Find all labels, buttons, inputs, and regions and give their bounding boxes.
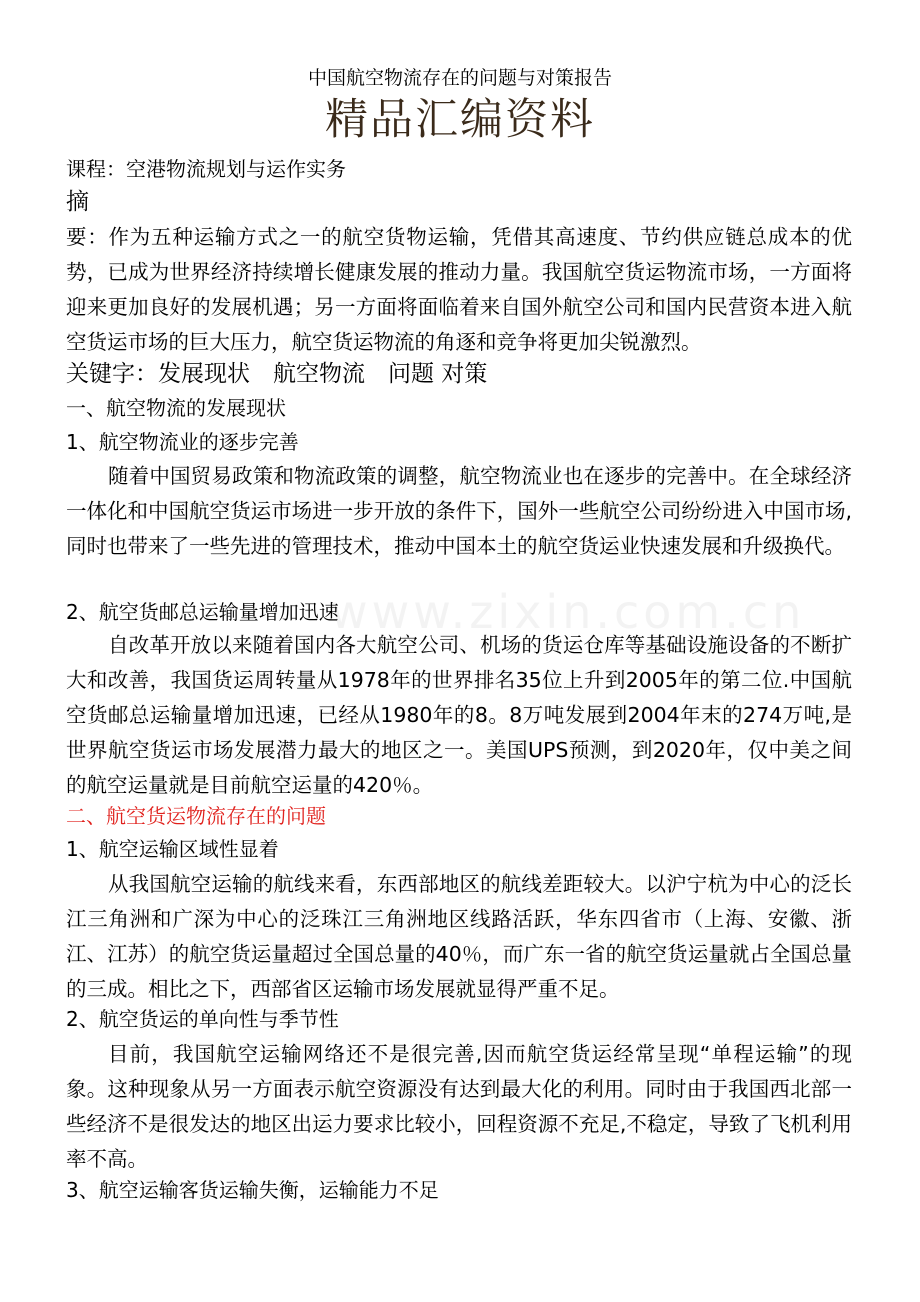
section2-sub1-heading: 1、航空运输区域性显着 <box>66 837 279 861</box>
section1-heading: 一、航空物流的发展现状 <box>66 396 286 420</box>
section1-sub2-heading: 2、航空货邮总运输量增加迅速 <box>66 600 339 624</box>
section1-sub2-paragraph: 自改革开放以来随着国内各大航空公司、机场的货运仓库等基础设施设备的不断扩大和改善，我国货运周转量从1978年的世界排名35位上升到2005年的第二位.中国航空货邮总运输量增加迅速，已经从1980年的8。8万吨发展到2004年末的274万吨,是世界航空货运市场发展潜力最大的地区之一。美国UPS预测，到2020年，仅中美之间的航空运量就是目前航空运量的420％。 <box>66 633 852 797</box>
banner-title: 精品汇编资料 <box>325 95 595 145</box>
course-line: 课程：空港物流规划与运作实务 <box>66 157 346 181</box>
section1-sub1-heading: 1、航空物流业的逐步完善 <box>66 430 299 454</box>
section2-sub3-heading: 3、航空运输客货运输失衡，运输能力不足 <box>66 1178 439 1202</box>
section2-sub1-paragraph: 从我国航空运输的航线来看，东西部地区的航线差距较大。以沪宁杭为中心的泛长江三角洲和广深为中心的泛珠江三角洲地区线路活跃，华东四省市（上海、安徽、浙江、江苏）的航空货运量超过全国总量的40％，而广东一省的航空货运量就占全国总量的三成。相比之下，西部省区运输市场发展就显得严重不足。 <box>66 872 852 1001</box>
section2-heading: 二、航空货运物流存在的问题 <box>66 804 326 828</box>
section2-sub2-paragraph: 目前，我国航空运输网络还不是很完善,因而航空货运经常呈现“单程运输”的现象。这种现象从另一方面表示航空资源没有达到最大化的利用。同时由于我国西北部一些经济不是很发达的地区出运力要求比较小，回程资源不充足,不稳定，导致了飞机利用率不高。 <box>66 1042 852 1171</box>
section1-sub1-paragraph: 随着中国贸易政策和物流政策的调整，航空物流业也在逐步的完善中。在全球经济一体化和中国航空货运市场进一步开放的条件下，国外一些航空公司纷纷进入中国市场,同时也带来了一些先进的管理技术，推动中国本土的航空货运业快速发展和升级换代。 <box>66 464 852 558</box>
abstract-label: 摘 <box>66 189 89 215</box>
section2-sub2-heading: 2、航空货运的单向性与季节性 <box>66 1007 339 1031</box>
abstract-paragraph: 要：作为五种运输方式之一的航空货物运输，凭借其高速度、节约供应链总成本的优势，已成为世界经济持续增长健康发展的推动力量。我国航空货运物流市场，一方面将迎来更加良好的发展机遇；另一方面将面临着来自国外航空公司和国内民营资本进入航空货运市场的巨大压力，航空货运物流的角逐和竞争将更加尖锐激烈。 <box>66 225 852 354</box>
document-title: 中国航空物流存在的问题与对策报告 <box>307 67 612 89</box>
keywords-line: 关键字：发展现状 航空物流 问题 对策 <box>66 361 488 387</box>
watermark: www.zixin.com.cn <box>330 585 806 639</box>
